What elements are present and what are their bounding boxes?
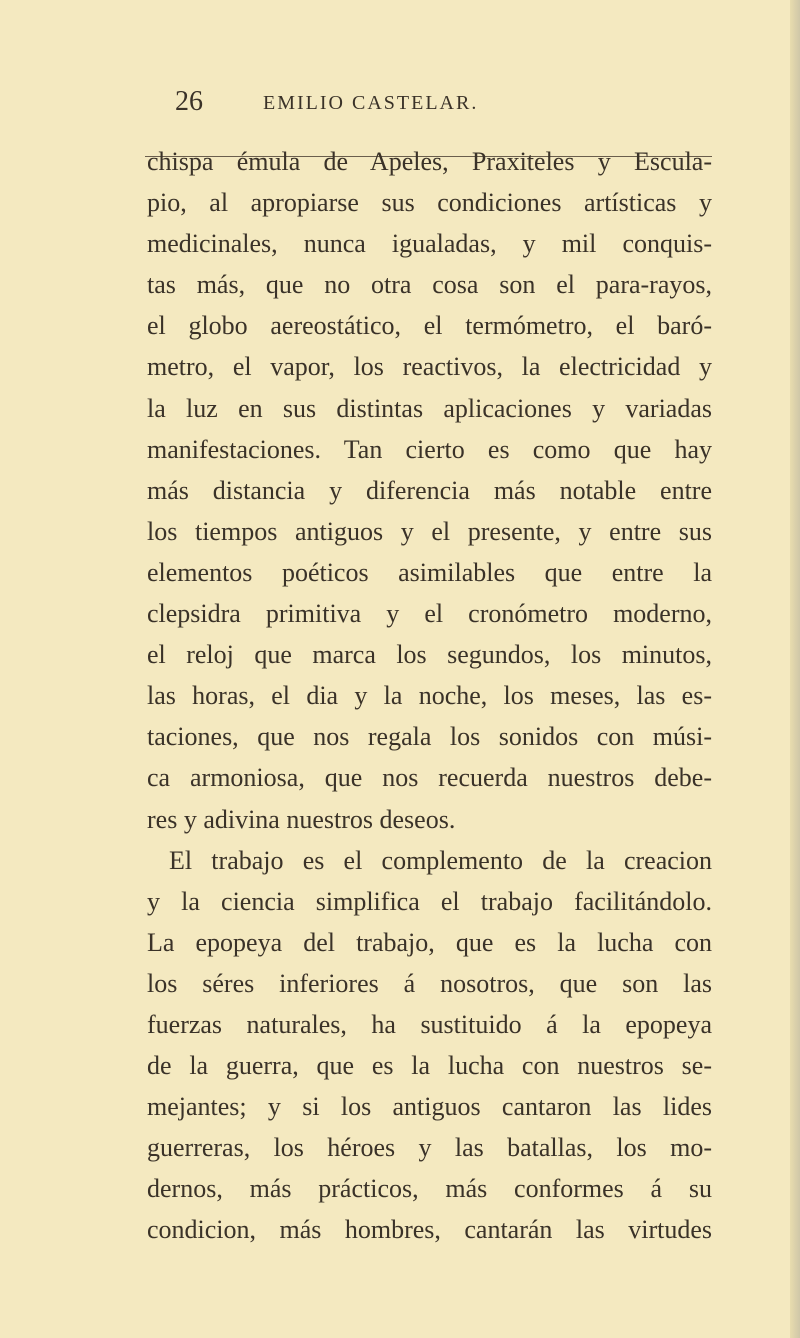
running-title: EMILIO CASTELAR.: [263, 92, 479, 114]
text-line: metro, el vapor, los reactivos, la electricidad y: [147, 352, 712, 382]
text-line: las horas, el dia y la noche, los meses, las es-: [147, 681, 712, 711]
text-line: el globo aereostático, el termómetro, el baró-: [147, 311, 712, 341]
text-line: mejantes; y si los antiguos cantaron las lides: [147, 1092, 712, 1122]
text-line: tas más, que no otra cosa son el para-rayos,: [147, 270, 712, 300]
text-line: pio, al apropiarse sus condiciones artísticas y: [147, 188, 712, 218]
text-line: guerreras, los héroes y las batallas, los mo-: [147, 1133, 712, 1163]
text-line: ca armoniosa, que nos recuerda nuestros debe-: [147, 763, 712, 793]
text-line: medicinales, nunca igualadas, y mil conquis-: [147, 229, 712, 259]
text-line: los tiempos antiguos y el presente, y entre sus: [147, 516, 712, 546]
page-header: [147, 86, 712, 120]
page-number: 26: [175, 86, 203, 117]
text-line: elementos poéticos asimilables que entre la: [147, 557, 712, 587]
text-line: dernos, más prácticos, más conformes á su: [147, 1174, 712, 1204]
text-line: fuerzas naturales, ha sustituido á la epopeya: [147, 1009, 712, 1039]
paragraph-end-line: res y adivina nuestros deseos.: [147, 804, 456, 834]
text-line: y la ciencia simplifica el trabajo facilitándolo.: [147, 886, 712, 916]
text-line: de la guerra, que es la lucha con nuestros se-: [147, 1051, 712, 1081]
text-line: manifestaciones. Tan cierto es como que hay: [147, 434, 712, 464]
text-line: taciones, que nos regala los sonidos con músi-: [147, 722, 712, 752]
body-text: [147, 141, 712, 1251]
text-line: más distancia y diferencia más notable entre: [147, 475, 712, 505]
text-line: la luz en sus distintas aplicaciones y variadas: [147, 393, 712, 423]
text-line: chispa émula de Apeles, Praxiteles y Escula-: [147, 147, 712, 176]
text-line: La epopeya del trabajo, que es la lucha con: [147, 927, 712, 957]
text-line: condicion, más hombres, cantarán las virtudes: [147, 1215, 712, 1245]
text-line: los séres inferiores á nosotros, que son las: [147, 968, 712, 998]
text-line: el reloj que marca los segundos, los minutos,: [147, 640, 712, 670]
page-edge: [790, 0, 800, 1338]
paragraph-start-line: El trabajo es el complemento de la creacion: [169, 845, 712, 875]
text-line: clepsidra primitiva y el cronómetro moderno,: [147, 599, 712, 629]
